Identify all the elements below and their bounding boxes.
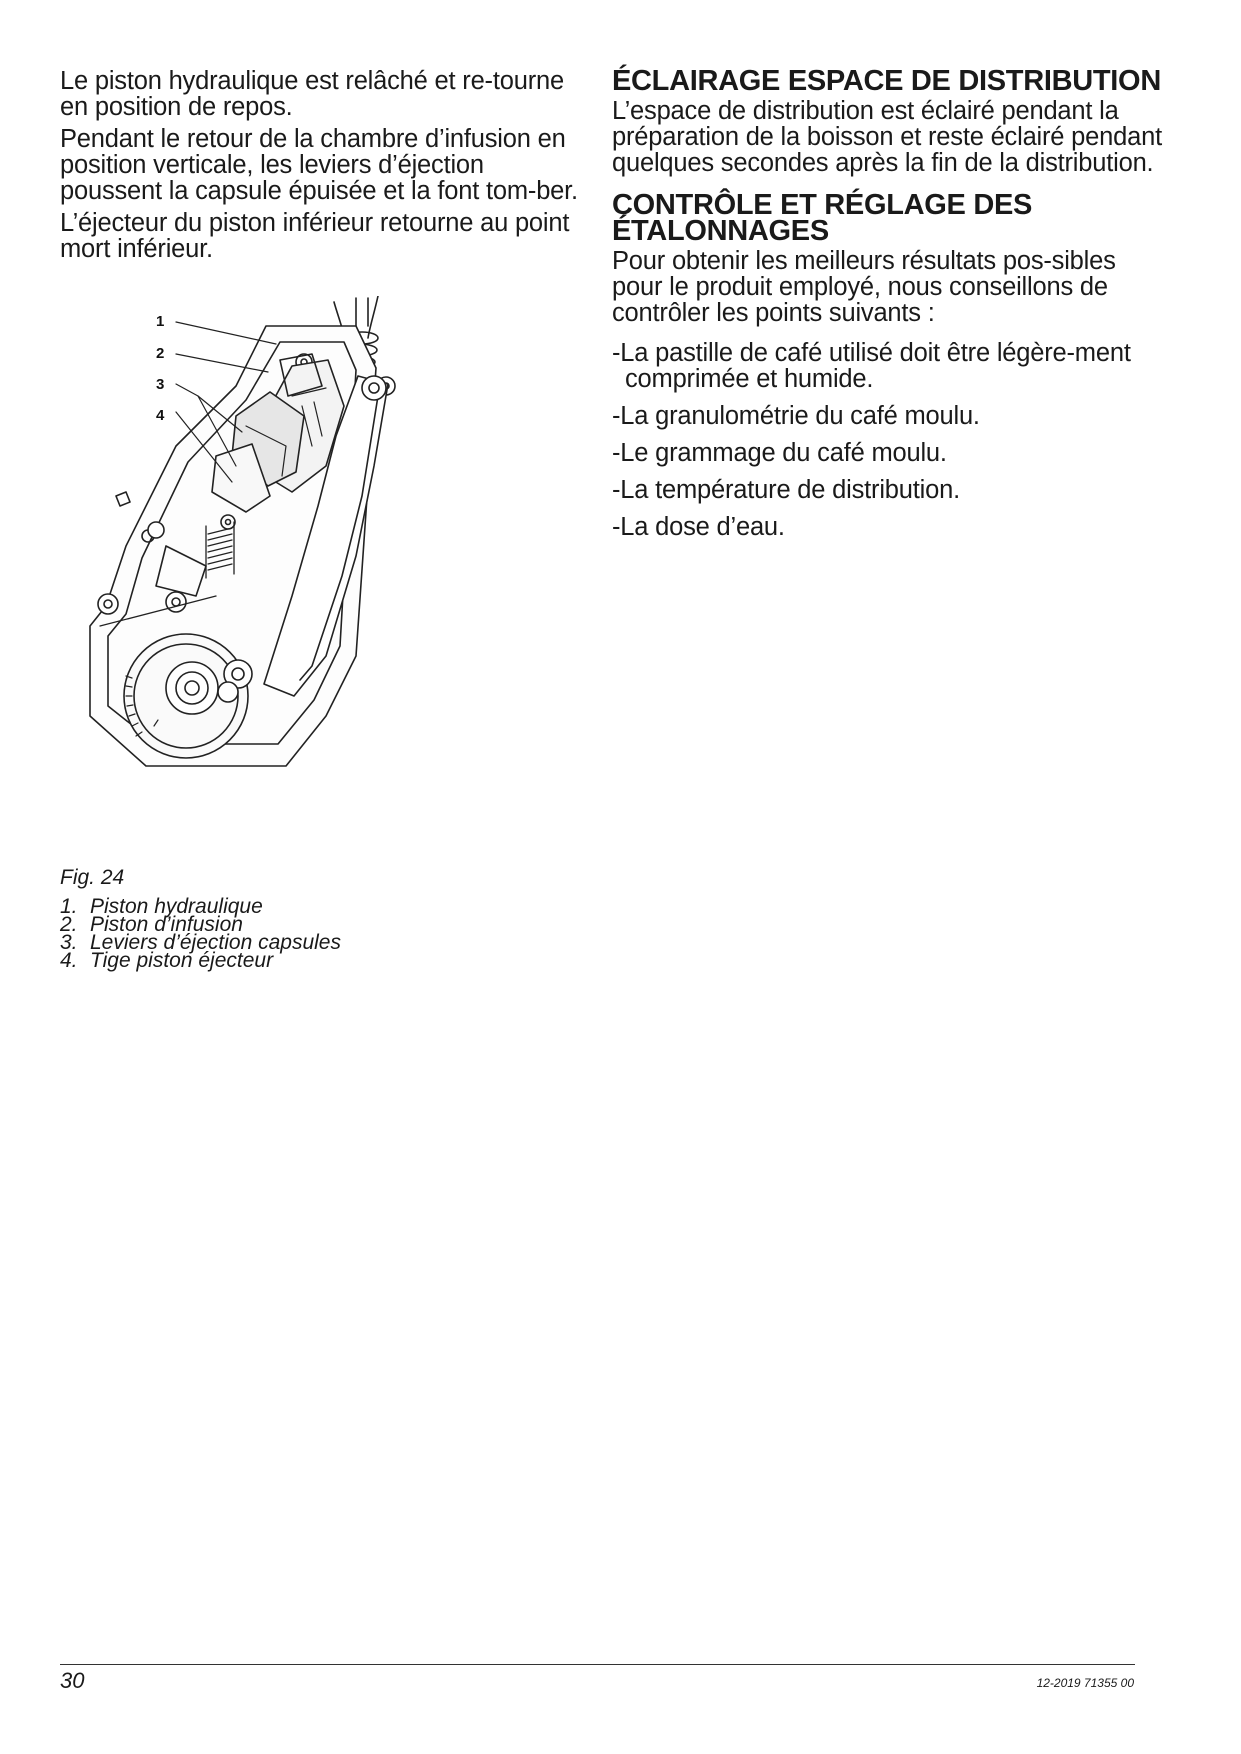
- fig-24-illustration: [56, 296, 416, 846]
- paragraph: Le piston hydraulique est relâché et re-tourne en position de repos.: [60, 67, 564, 121]
- list-item: -La granulométrie du café moulu.: [612, 402, 980, 430]
- page-number: 30: [60, 1668, 85, 1693]
- left-column: [60, 68, 580, 268]
- legend-item: 4. Tige piston éjecteur: [60, 949, 274, 972]
- figure-legend: [60, 895, 341, 972]
- callout-4: 4: [156, 407, 165, 424]
- callout-3: 3: [156, 376, 165, 393]
- document-code: 12-2019 71355 00: [1036, 1676, 1134, 1690]
- legend-item: 1. Piston hydraulique: [60, 895, 263, 918]
- check-list: [612, 340, 1172, 540]
- callout-2: 2: [156, 345, 165, 362]
- list-item: -Le grammage du café moulu.: [612, 439, 947, 467]
- section-heading-lighting: ÉCLAIRAGE ESPACE DE DISTRIBUTION: [612, 65, 1161, 97]
- section-body-lighting: L’espace de distribution est éclairé pendant la préparation de la boisson et reste éclairé pendant quelques secondes après la fin de la distribution.: [612, 97, 1162, 177]
- paragraph: L’éjecteur du piston inférieur retourne au point mort inférieur.: [60, 209, 570, 263]
- list-item: -La température de distribution.: [612, 476, 960, 504]
- figure-caption: Fig. 24: [60, 866, 125, 889]
- footer-divider: [60, 1664, 1135, 1665]
- callout-1: 1: [156, 313, 165, 330]
- legend-item: 2. Piston d’infusion: [60, 913, 243, 936]
- legend-item: 3. Leviers d’éjection capsules: [60, 931, 341, 954]
- list-item: -La dose d’eau.: [612, 513, 785, 541]
- section-heading-calibration: CONTRÔLE ET RÉGLAGE DES ÉTALONNAGES: [612, 189, 1033, 247]
- list-item: -La pastille de café utilisé doit être légère-ment comprimée et humide.: [612, 339, 1131, 393]
- right-column: [612, 65, 1172, 551]
- paragraph: Pendant le retour de la chambre d’infusion en position verticale, les leviers d’éjection poussent la capsule épuisée et la font tom-ber.: [60, 125, 578, 205]
- section-body-calibration: Pour obtenir les meilleurs résultats pos-sibles pour le produit employé, nous conseillons de contrôler les points suivants :: [612, 247, 1116, 327]
